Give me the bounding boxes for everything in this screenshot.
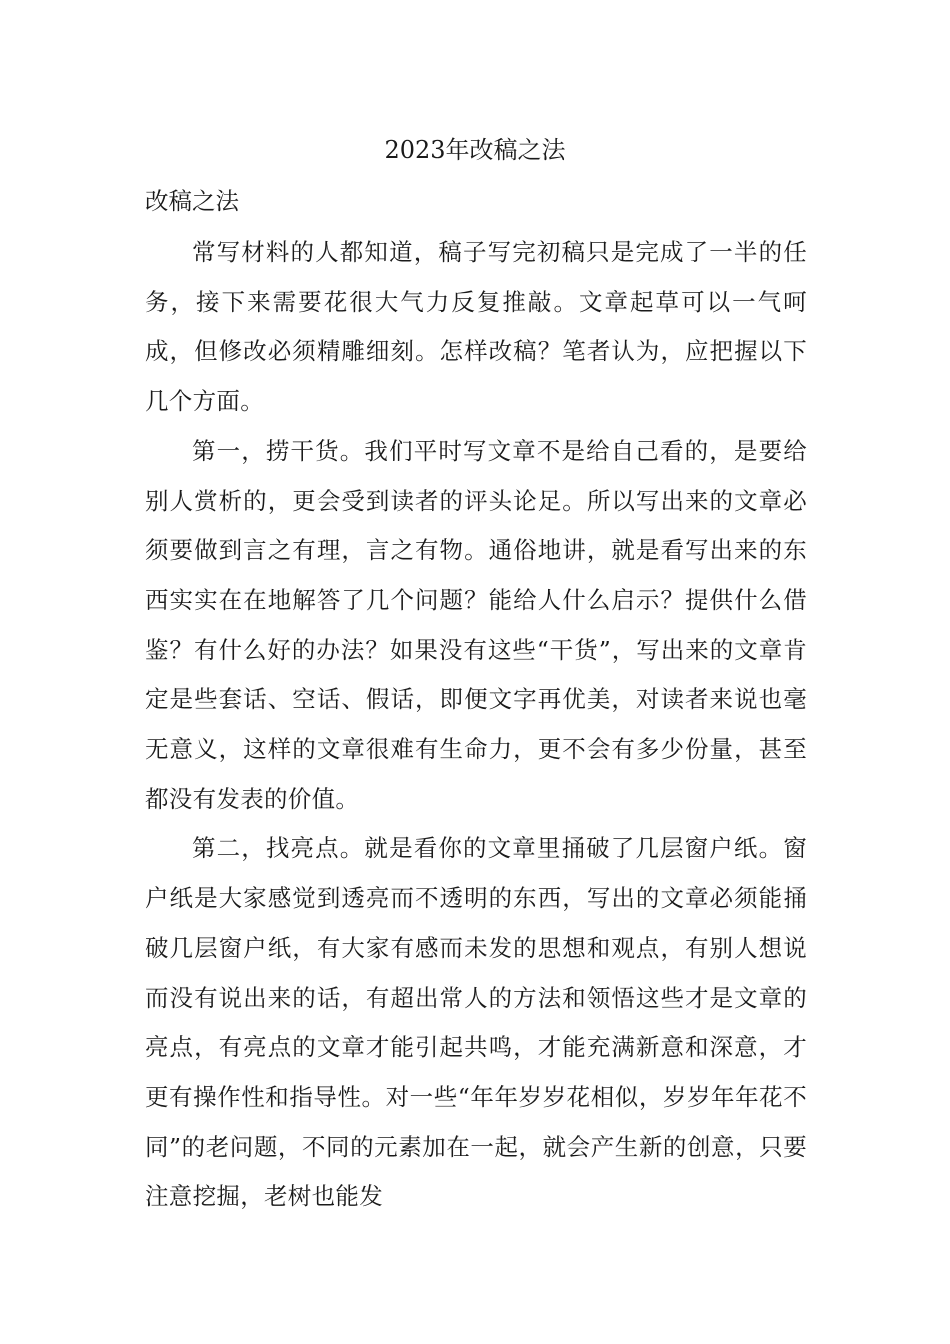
document-body <box>145 228 807 1222</box>
document-subtitle: 改稿之法 <box>145 187 239 215</box>
paragraph-first-point: 第一，捞干货。我们平时写文章不是给自己看的，是要给别人赏析的，更会受到读者的评头论足。所以写出来的文章必须要做到言之有理，言之有物。通俗地讲，就是看写出来的东西实实在在地解答了几个问题？能给人什么启示？提供什么借鉴？有什么好的办法？如果没有这些“干货”，写出来的文章肯定是些套话、空话、假话，即便文字再优美，对读者来说也毫无意义，这样的文章很难有生命力，更不会有多少份量，甚至都没有发表的价值。 <box>145 436 807 813</box>
paragraph-intro: 常写材料的人都知道，稿子写完初稿只是完成了一半的任务，接下来需要花很大气力反复推敲。文章起草可以一气呵成，但修改必须精雕细刻。怎样改稿？笔者认为，应把握以下几个方面。 <box>145 238 807 416</box>
document-title: 2023年改稿之法 <box>384 136 566 164</box>
paragraph-second-point: 第二，找亮点。就是看你的文章里捅破了几层窗户纸。窗户纸是大家感觉到透亮而不透明的东西，写出的文章必须能捅破几层窗户纸，有大家有感而未发的思想和观点，有别人想说而没有说出来的话，有超出常人的方法和领悟这些才是文章的亮点，有亮点的文章才能引起共鸣，才能充满新意和深意，才更有操作性和指导性。对一些“年年岁岁花相似，岁岁年年花不同”的老问题，不同的元素加在一起，就会产生新的创意，只要注意挖掘，老树也能发 <box>145 834 807 1211</box>
